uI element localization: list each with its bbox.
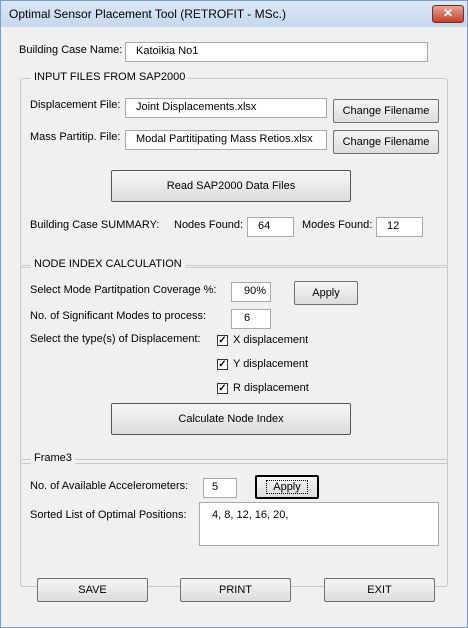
input-files-title: INPUT FILES FROM SAP2000: [31, 71, 188, 83]
apply-label: Apply: [266, 480, 308, 494]
displacement-file-input[interactable]: Joint Displacements.xlsx: [125, 98, 327, 118]
displacement-file-label: Displacement File:: [30, 99, 121, 111]
window-title: Optimal Sensor Placement Tool (RETROFIT - MSc.): [9, 7, 286, 21]
displacement-type-label: Select the type(s) of Displacement:: [30, 333, 201, 345]
significant-modes-label: No. of Significant Modes to process:: [30, 310, 207, 322]
check-icon: ✓: [218, 335, 227, 346]
node-index-frame: [20, 258, 448, 464]
read-sap2000-button[interactable]: Read SAP2000 Data Files: [111, 170, 351, 202]
node-index-title: NODE INDEX CALCULATION: [31, 258, 185, 270]
nodes-found-value[interactable]: 64: [247, 217, 294, 237]
significant-modes-input[interactable]: 6: [231, 309, 271, 329]
exit-button[interactable]: EXIT: [324, 578, 435, 602]
y-displacement-label: Y displacement: [233, 358, 309, 370]
summary-label: Building Case SUMMARY:: [30, 219, 160, 231]
accelerometers-input[interactable]: 5: [203, 478, 237, 498]
mass-file-label: Mass Partitip. File:: [30, 131, 121, 143]
frame3: [20, 452, 448, 587]
calculate-node-index-button[interactable]: Calculate Node Index: [111, 403, 351, 435]
print-button[interactable]: PRINT: [180, 578, 291, 602]
coverage-label: Select Mode Partitpation Coverage %:: [30, 284, 217, 296]
mass-file-input[interactable]: Modal Partitipating Mass Retios.xlsx: [125, 130, 327, 150]
change-displacement-filename-button[interactable]: Change Filename: [333, 99, 439, 123]
check-icon: ✓: [218, 359, 227, 370]
r-displacement-checkbox[interactable]: [217, 383, 228, 394]
frame3-title: Frame3: [31, 452, 75, 464]
accelerometers-label: No. of Available Accelerometers:: [30, 480, 189, 492]
r-displacement-label: R displacement: [233, 382, 309, 394]
sorted-list-label: Sorted List of Optimal Positions:: [30, 509, 187, 521]
save-button[interactable]: SAVE: [37, 578, 148, 602]
input-files-frame: [20, 71, 448, 268]
form-client-area: [2, 28, 466, 626]
change-mass-filename-button[interactable]: Change Filename: [333, 130, 439, 154]
x-displacement-label: X displacement: [233, 334, 309, 346]
accelerometers-apply-button[interactable]: [255, 475, 319, 499]
modes-found-value[interactable]: 12: [376, 217, 423, 237]
nodes-found-label: Nodes Found:: [174, 219, 244, 231]
modes-found-label: Modes Found:: [302, 219, 373, 231]
close-icon: ✕: [442, 6, 454, 20]
check-icon: ✓: [218, 383, 227, 394]
y-displacement-checkbox[interactable]: [217, 359, 228, 370]
building-case-label: Building Case Name:: [19, 44, 123, 56]
building-case-input[interactable]: Katoikia No1: [125, 42, 428, 62]
close-button[interactable]: [432, 5, 464, 23]
coverage-apply-button[interactable]: Apply: [294, 281, 358, 305]
x-displacement-checkbox[interactable]: [217, 335, 228, 346]
coverage-input[interactable]: 90%: [231, 282, 271, 302]
sorted-list-output[interactable]: 4, 8, 12, 16, 20,: [199, 502, 439, 546]
title-bar[interactable]: [1, 1, 467, 27]
